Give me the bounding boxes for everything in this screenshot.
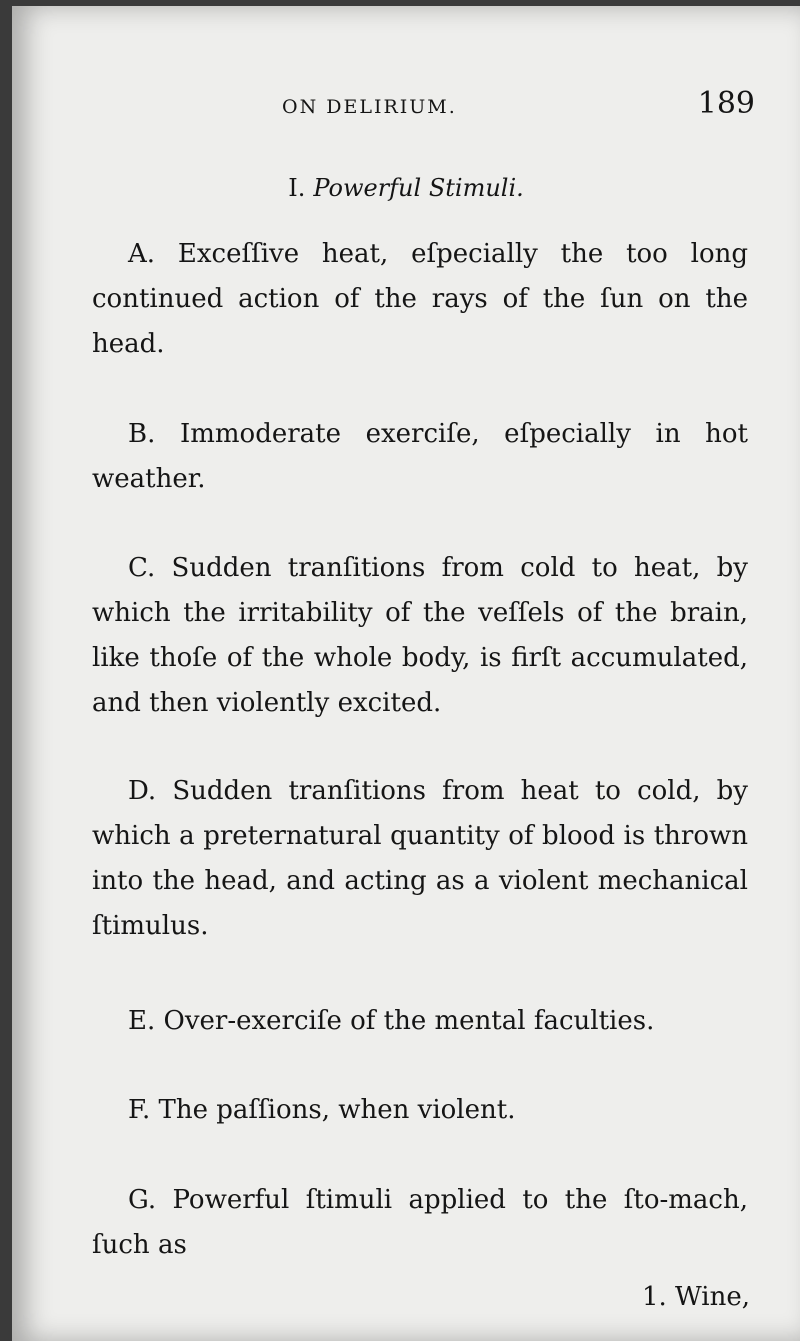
paragraph-a: [92, 232, 748, 367]
page-header: [12, 84, 800, 128]
running-head: ON DELIRIUM.: [282, 96, 457, 118]
paragraph-letter: E.: [128, 1006, 156, 1036]
section-number: I.: [288, 174, 306, 202]
paragraph-letter: G.: [128, 1185, 157, 1215]
section-title: [12, 174, 800, 202]
paragraph-text: Over-exerciſe of the mental faculties.: [163, 1006, 655, 1036]
paragraph-e: [92, 999, 748, 1044]
page-number: 189: [697, 86, 755, 121]
catchword: 1. Wine,: [641, 1282, 750, 1312]
section-name: Powerful Stimuli.: [313, 174, 524, 202]
paragraph-f: [92, 1088, 748, 1133]
paragraph-text: The paſſions, when violent.: [158, 1095, 516, 1125]
paragraph-d: [92, 769, 748, 949]
paragraph-letter: D.: [128, 776, 157, 806]
paragraph-letter: A.: [128, 239, 156, 269]
paragraph-text: Sudden tranſitions from cold to heat, by which the irritability of the veſſels of the brain, like thoſe of the whole body, is firſt accumulated, and then violently excited.: [92, 553, 748, 718]
book-page: [12, 6, 800, 1341]
paragraph-text: Powerful ſtimuli applied to the ſto-mach, ſuch as: [92, 1185, 748, 1260]
paragraph-text: Exceſſive heat, eſpecially the too long continued action of the rays of the ſun on the head.: [92, 239, 749, 359]
paragraph-b: [92, 412, 748, 502]
paragraph-g: [92, 1178, 748, 1268]
paragraph-letter: F.: [128, 1095, 151, 1125]
paragraph-letter: C.: [128, 553, 156, 583]
paragraph-letter: B.: [128, 419, 156, 449]
paragraph-text: Immoderate exerciſe, eſpecially in hot weather.: [92, 419, 749, 494]
paragraph-text: Sudden tranſitions from heat to cold, by which a preternatural quantity of blood is thrown into the head, and acting as a violent mechanical ſtimulus.: [92, 776, 748, 941]
paragraph-c: [92, 546, 748, 726]
